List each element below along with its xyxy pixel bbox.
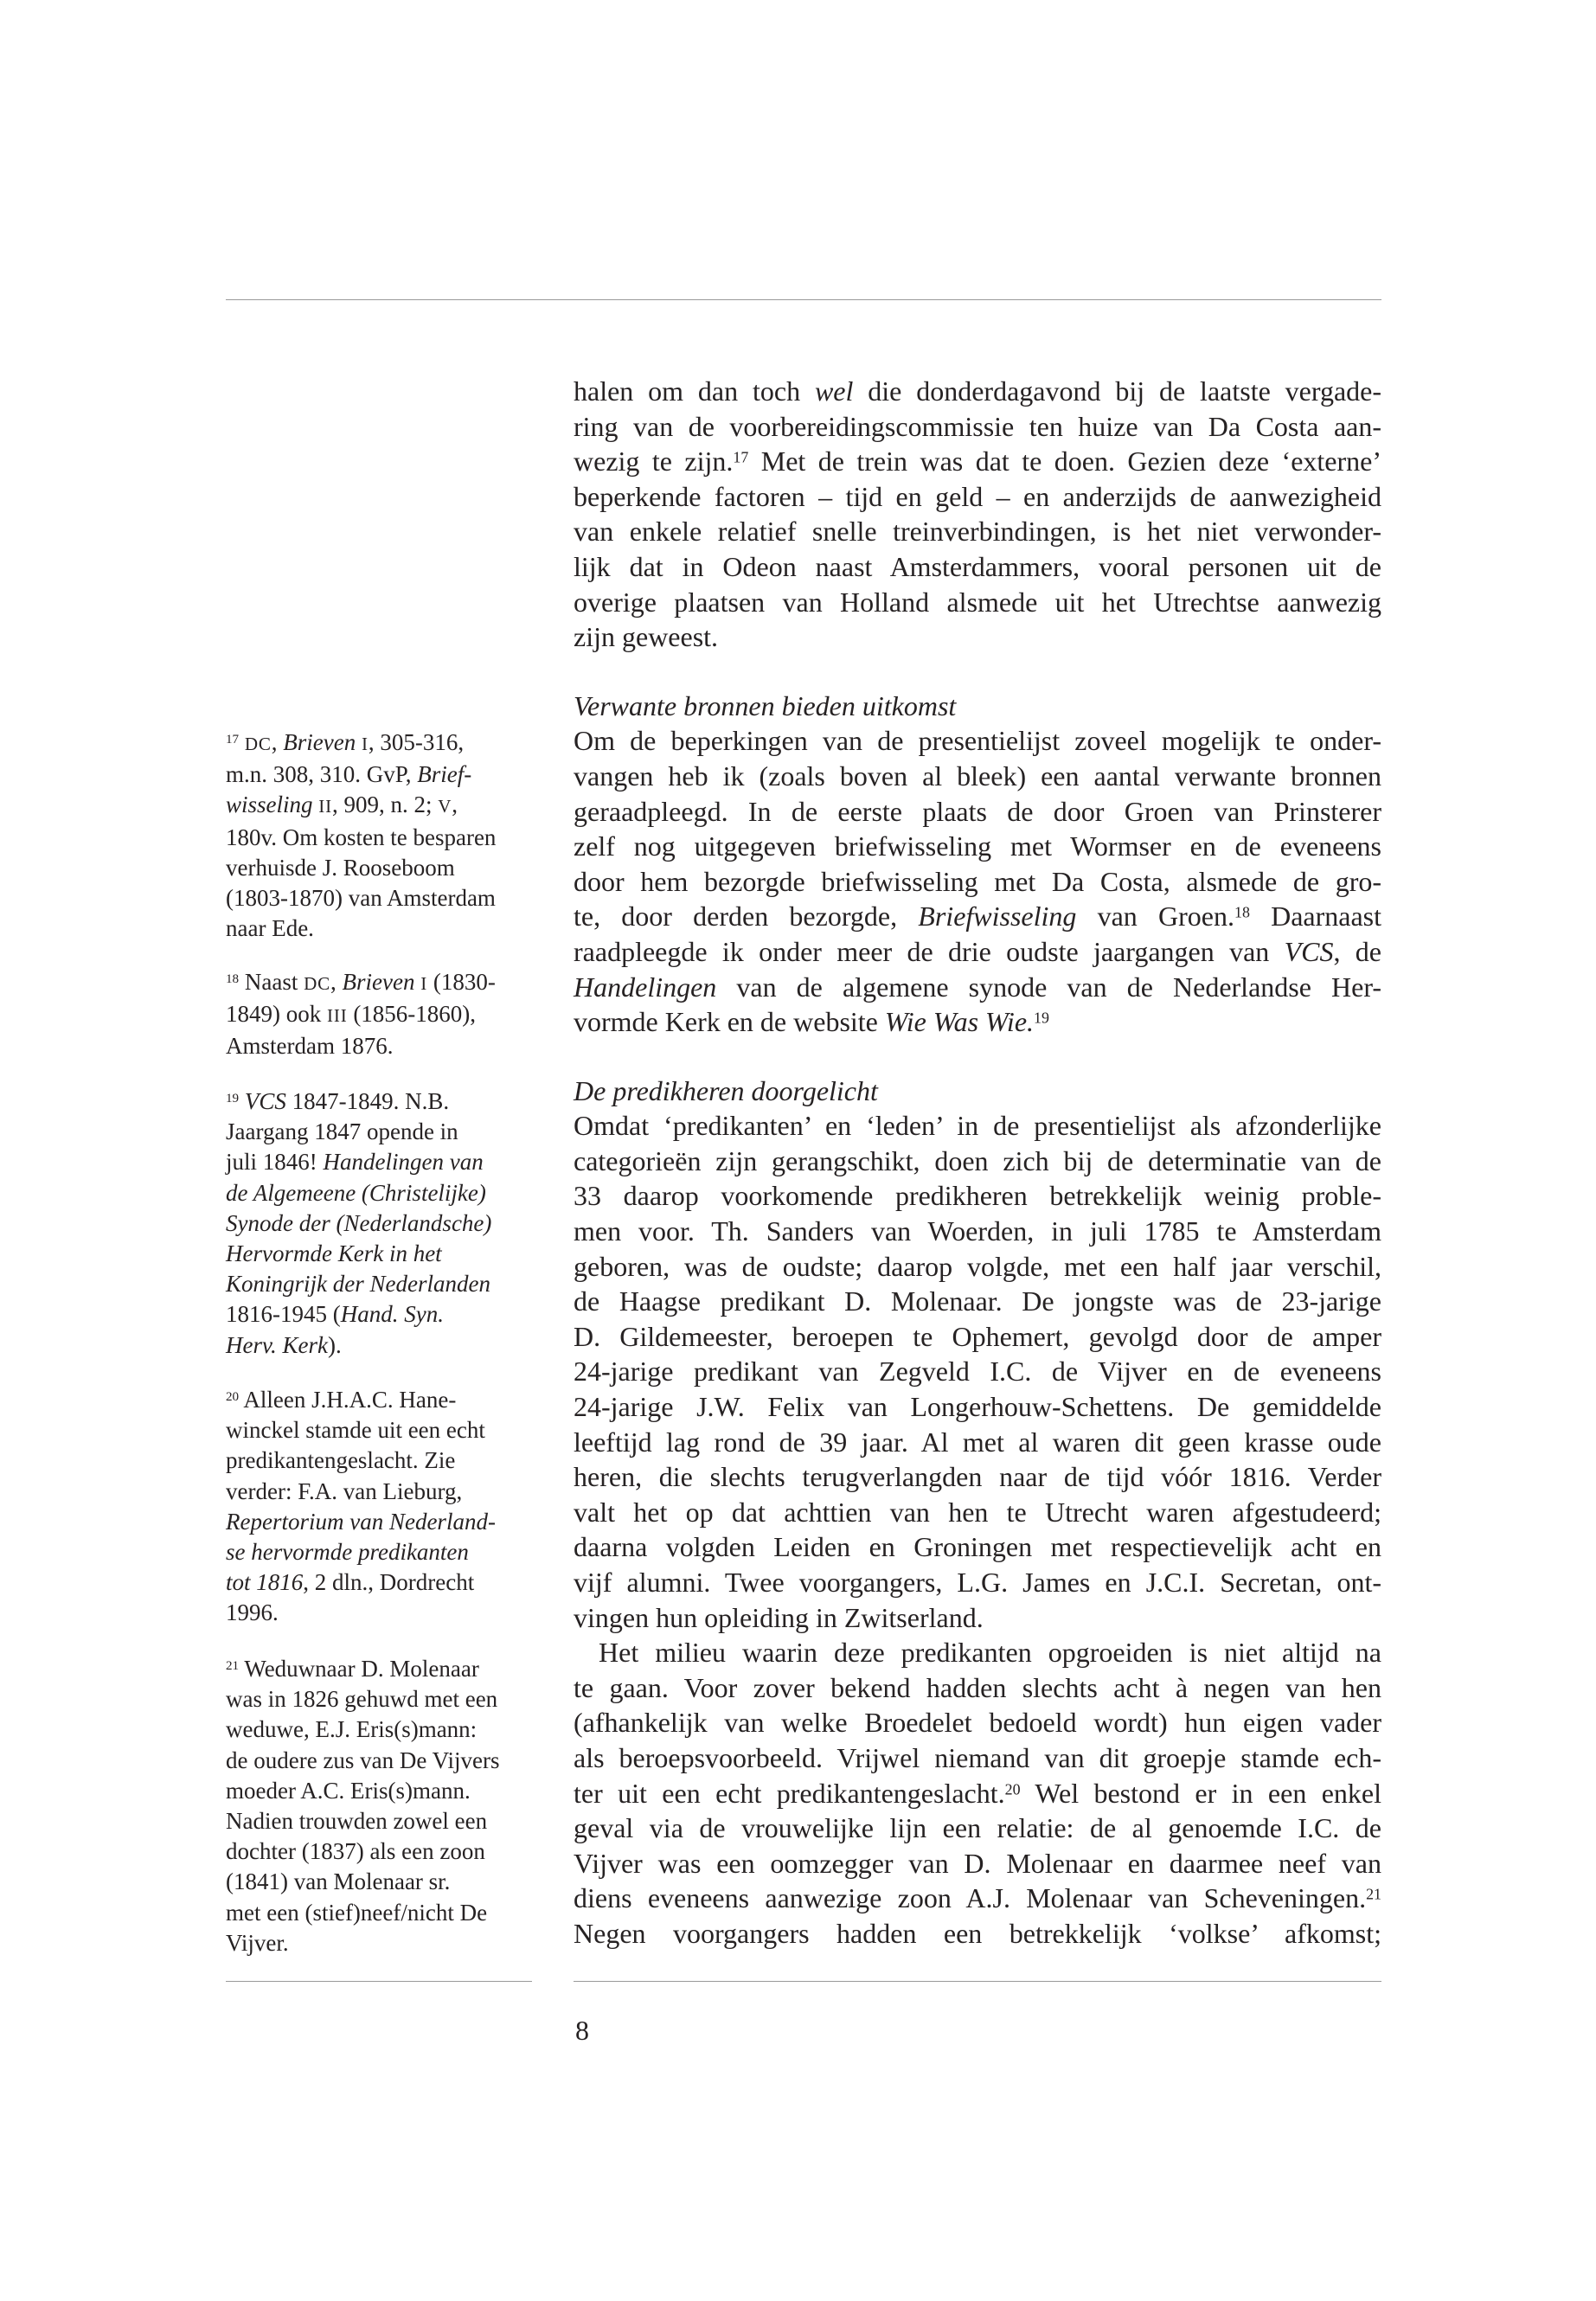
- text-line: [574, 1459, 1381, 1495]
- footnote-ref: 21: [226, 1659, 240, 1674]
- text-segment: daarna volgden Leiden en Groningen met respectievelijk acht en: [574, 1531, 1381, 1563]
- italic-text: Wie Was Wie.: [884, 1006, 1035, 1038]
- footnote-17: [226, 727, 532, 944]
- footer-rule-left: [226, 1981, 532, 1982]
- footnote-line: [226, 1806, 532, 1836]
- text-segment: valt het op dat achttien van hen te Utrecht waren afgestudeerd;: [574, 1496, 1381, 1528]
- text-line: [574, 759, 1381, 794]
- footnote-19: [226, 1086, 532, 1361]
- text-segment: overige plaatsen van Holland alsmede uit het Utrechtse aanwezig: [574, 586, 1381, 618]
- text-line: [574, 934, 1381, 970]
- text-segment: vijf alumni. Twee voorgangers, L.G. James en J.C.I. Secretan, ont-: [574, 1567, 1381, 1598]
- text-line: [574, 1670, 1381, 1706]
- italic-text: tot 1816: [226, 1569, 304, 1596]
- text-segment: de Haagse predikant D. Molenaar. De jongste was de 23-jarige: [574, 1285, 1381, 1317]
- italic-text: Brieven: [283, 729, 356, 755]
- text-segment: ring van de voorbereidingscommissie ten huize van Da Costa aan-: [574, 410, 1381, 442]
- footnote-ref: 19: [226, 1092, 240, 1106]
- text-segment: was in 1826 gehuwd met een: [226, 1686, 498, 1713]
- footnote-ref: 18: [1234, 904, 1250, 921]
- footnote-line: [226, 1537, 532, 1567]
- footnote-ref: 20: [1004, 1780, 1021, 1798]
- italic-text: Brieven: [342, 969, 415, 995]
- italic-text: Hand. Syn.: [340, 1301, 444, 1328]
- text-segment: 1816-1945 (: [226, 1301, 341, 1328]
- footnote-line: [226, 727, 532, 760]
- text-segment: Naast: [239, 969, 304, 995]
- small-caps: I: [362, 734, 369, 754]
- text-segment: geboren, was de oudste; daarop volgde, met een half jaar verschil,: [574, 1250, 1381, 1282]
- text-segment: van enkele relatief snelle treinverbindingen, is het niet verwonder-: [574, 516, 1381, 548]
- text-line: [574, 1916, 1381, 1952]
- italic-text: Briefwisseling: [918, 901, 1077, 933]
- footnote-line: [226, 1178, 532, 1208]
- text-line: [574, 1144, 1381, 1179]
- footnote-line: [226, 999, 532, 1031]
- footnote-line: [226, 1836, 532, 1867]
- text-line: [574, 549, 1381, 585]
- italic-text: Koningrijk der Nederlanden: [226, 1271, 490, 1298]
- small-caps: DC: [304, 973, 331, 994]
- text-segment: Vijver.: [226, 1929, 289, 1956]
- text-segment: men voor. Th. Sanders van Woerden, in juli 1785 te Amsterdam: [574, 1215, 1381, 1247]
- text-segment: 24-jarige J.W. Felix van Longerhouw-Schettens. De gemiddelde: [574, 1391, 1381, 1423]
- text-segment: juli 1846!: [226, 1149, 324, 1176]
- text-segment: ).: [327, 1331, 342, 1358]
- text-segment: halen om dan toch: [574, 375, 815, 407]
- footnote-line: [226, 1746, 532, 1776]
- text-line: [574, 1740, 1381, 1776]
- footnote-ref: 17: [226, 733, 240, 747]
- text-segment: vormde Kerk en de website: [574, 1006, 885, 1038]
- text-segment: [239, 729, 245, 755]
- footnote-ref: 19: [1034, 1009, 1049, 1027]
- text-segment: (1803-1870) van Amsterdam: [226, 885, 496, 912]
- footnote-ref: 17: [733, 448, 749, 466]
- text-line: [574, 1811, 1381, 1846]
- text-segment: Het milieu waarin deze predikanten opgroeiden is niet altijd na: [599, 1637, 1381, 1669]
- text-line: [574, 1249, 1381, 1285]
- text-line: [574, 1635, 1381, 1670]
- text-line: [574, 1565, 1381, 1600]
- text-segment: met een (stief)neef/nicht De: [226, 1899, 488, 1926]
- text-segment: als beroepsvoorbeeld. Vrijwel niemand van dit groepje stamde ech-: [574, 1741, 1381, 1773]
- footnote-line: [226, 760, 532, 790]
- small-caps: DC: [244, 734, 272, 754]
- text-segment: Nadien trouwden zowel een: [226, 1808, 488, 1835]
- footnote-line: [226, 1867, 532, 1897]
- text-segment: naar Ede.: [226, 915, 314, 942]
- text-segment: vingen hun opleiding in Zwitserland.: [574, 1601, 984, 1633]
- footnote-ref: 18: [226, 972, 240, 987]
- text-line: [574, 1178, 1381, 1214]
- text-segment: moeder A.C. Eris(s)mann.: [226, 1777, 471, 1804]
- footnote-21: [226, 1654, 532, 1958]
- text-segment: 180v. Om kosten te besparen: [226, 824, 497, 850]
- text-segment: D. Gildemeester, beroepen te Ophemert, gevolgd door de amper: [574, 1320, 1381, 1352]
- italic-text: Handelingen: [574, 971, 717, 1003]
- text-line: [574, 1425, 1381, 1460]
- text-segment: te gaan. Voor zover bekend hadden slechts acht à negen van hen: [574, 1671, 1381, 1703]
- text-line: [574, 1214, 1381, 1249]
- text-segment: vangen heb ik (zoals boven al bleek) een aantal verwante bronnen: [574, 760, 1381, 792]
- text-line: [574, 585, 1381, 620]
- text-segment: verder: F.A. van Lieburg,: [226, 1477, 463, 1504]
- footnote-line: [226, 1299, 532, 1330]
- text-segment: (1856-1860),: [347, 1001, 477, 1028]
- text-segment: leeftijd lag rond de 39 jaar. Al met al waren dit geen krasse oude: [574, 1426, 1381, 1458]
- text-segment: zijn geweest.: [574, 621, 719, 653]
- footnote-line: [226, 1208, 532, 1239]
- text-segment: Amsterdam 1876.: [226, 1033, 394, 1060]
- text-segment: (1841) van Molenaar sr.: [226, 1868, 451, 1895]
- italic-text: Hervormde Kerk in het: [226, 1240, 442, 1267]
- footnote-line: [226, 1598, 532, 1628]
- italic-text: Repertorium van Nederland-: [226, 1508, 496, 1535]
- footnote-line: [226, 1684, 532, 1715]
- text-segment: 24-jarige predikant van Zegveld I.C. de Vijver en de eveneens: [574, 1356, 1381, 1388]
- text-segment: winckel stamde uit een echt: [226, 1417, 485, 1444]
- main-text-column: [574, 374, 1381, 1952]
- footnote-line: [226, 1415, 532, 1445]
- text-segment: Wel bestond er in een enkel: [1020, 1777, 1382, 1809]
- footnote-line: [226, 913, 532, 944]
- footnote-line: [226, 1715, 532, 1745]
- footnote-line: [226, 1385, 532, 1415]
- italic-text: wel: [814, 375, 854, 407]
- text-segment: [239, 1088, 245, 1114]
- text-segment: [356, 729, 362, 755]
- text-segment: Negen voorgangers hadden een betrekkelijk ‘volkse’ afkomst;: [574, 1917, 1381, 1949]
- footnote-line: [226, 1445, 532, 1476]
- text-segment: raadpleegde ik onder meer de drie oudste jaargangen van: [574, 935, 1285, 967]
- paragraph: [574, 1635, 1381, 1951]
- italic-text: wisseling: [226, 792, 313, 818]
- footer-rule-right: [574, 1981, 1381, 1982]
- text-segment: 33 daarop voorkomende predikheren betrekkelijk weinig proble-: [574, 1180, 1381, 1212]
- text-segment: m.n. 308, 310. GvP,: [226, 761, 418, 788]
- text-segment: Daarnaast: [1249, 901, 1382, 933]
- text-line: [574, 899, 1381, 934]
- footnote-line: [226, 1477, 532, 1507]
- text-line: [574, 1108, 1381, 1144]
- text-segment: lijk dat in Odeon naast Amsterdammers, vooral personen uit de: [574, 550, 1381, 582]
- text-segment: 1849) ook: [226, 1001, 327, 1028]
- italic-text: Synode der (Nederlandsche): [226, 1209, 492, 1236]
- text-line: [574, 1389, 1381, 1425]
- text-line: [574, 1004, 1381, 1040]
- text-line: [574, 444, 1381, 479]
- text-line: [574, 409, 1381, 445]
- text-line: [574, 1495, 1381, 1530]
- footnote-line: [226, 1776, 532, 1806]
- footnote-ref: 21: [1366, 1886, 1381, 1904]
- text-segment: ter uit een echt predikantengeslacht.: [574, 1777, 1005, 1809]
- text-segment: die donderdagavond bij de laatste vergade-: [853, 375, 1382, 407]
- italic-text: VCS: [1284, 935, 1334, 967]
- footnote-line: [226, 1117, 532, 1147]
- footnote-ref: 20: [226, 1390, 240, 1405]
- italic-text: de Algemeene (Christelijke): [226, 1179, 486, 1206]
- footnote-line: [226, 1147, 532, 1177]
- footnote-line: [226, 1928, 532, 1958]
- italic-text: Brief-: [417, 761, 472, 788]
- small-caps: V: [438, 796, 452, 817]
- text-line: [574, 1705, 1381, 1740]
- text-segment: zelf nog uitgegeven briefwisseling met Wormser en de eveneens: [574, 830, 1381, 862]
- text-segment: verhuisde J. Rooseboom: [226, 854, 455, 881]
- text-segment: , 2 dln., Dordrecht: [303, 1569, 475, 1596]
- paragraph: [574, 374, 1381, 655]
- text-segment: categorieën zijn gerangschikt, doen zich bij de determinatie van de: [574, 1144, 1381, 1176]
- text-segment: de oudere zus van De Vijvers: [226, 1747, 500, 1773]
- text-line: [574, 1284, 1381, 1319]
- footnote-line: [226, 1239, 532, 1269]
- section-heading: Verwante bronnen bieden uitkomst: [574, 689, 957, 721]
- footnote-line: [226, 823, 532, 853]
- text-line: [574, 514, 1381, 549]
- text-line: [574, 1529, 1381, 1565]
- text-segment: Vijver was een oomzegger van D. Molenaar en daarmee neef van: [574, 1847, 1381, 1879]
- text-line: [574, 829, 1381, 864]
- text-line: [574, 723, 1381, 759]
- text-line: [574, 1600, 1381, 1636]
- text-segment: wezig te zijn.: [574, 445, 734, 478]
- footnote-line: [226, 1330, 532, 1361]
- small-caps: II: [318, 796, 332, 817]
- footnote-line: [226, 1898, 532, 1928]
- text-segment: 1996.: [226, 1599, 279, 1626]
- text-segment: Om de beperkingen van de presentielijst zoveel mogelijk te onder-: [574, 725, 1381, 757]
- text-segment: Met de trein was dat te doen. Gezien deze ‘externe’: [748, 445, 1382, 478]
- text-segment: ,: [452, 792, 458, 818]
- text-segment: , 909, n. 2;: [331, 792, 439, 818]
- text-line: [574, 374, 1381, 409]
- text-segment: , de: [1333, 935, 1382, 967]
- text-segment: Jaargang 1847 opende in: [226, 1118, 458, 1145]
- text-segment: Weduwnaar D. Molenaar: [239, 1656, 479, 1682]
- footnote-line: [226, 1031, 532, 1061]
- text-segment: van Groen.: [1076, 901, 1234, 933]
- text-segment: heren, die slechts terugverlangden naar de tijd vóór 1816. Verder: [574, 1461, 1381, 1493]
- text-segment: beperkende factoren – tijd en geld – en anderzijds de aanwezigheid: [574, 480, 1381, 512]
- text-line: [574, 479, 1381, 515]
- paragraph: [574, 1108, 1381, 1635]
- footnote-18: [226, 967, 532, 1062]
- small-caps: III: [327, 1005, 348, 1027]
- text-line: [574, 619, 1381, 655]
- footnote-line: [226, 1086, 532, 1117]
- text-line: [574, 1319, 1381, 1355]
- text-segment: ,: [271, 729, 284, 755]
- text-line: [574, 794, 1381, 830]
- text-segment: van de algemene synode van de Nederlandse Her-: [716, 971, 1381, 1003]
- footnote-line: [226, 1567, 532, 1598]
- text-segment: dochter (1837) als een zoon: [226, 1838, 485, 1865]
- text-segment: door hem bezorgde briefwisseling met Da Costa, alsmede de gro-: [574, 865, 1381, 897]
- text-segment: Omdat ‘predikanten’ en ‘leden’ in de presentielijst als afzonderlijke: [574, 1110, 1381, 1142]
- text-segment: (afhankelijk van welke Broedelet bedoeld wordt) hun eigen vader: [574, 1707, 1381, 1739]
- footnote-line: [226, 853, 532, 883]
- text-segment: 1847-1849. N.B.: [285, 1088, 450, 1114]
- italic-text: Handelingen van: [323, 1149, 484, 1176]
- footnote-20: [226, 1385, 532, 1629]
- footnote-line: [226, 790, 532, 822]
- text-line: [574, 1846, 1381, 1881]
- footnote-line: [226, 1269, 532, 1299]
- text-segment: geraadpleegd. In de eerste plaats de door Groen van Prinsterer: [574, 795, 1381, 827]
- text-segment: predikantengeslacht. Zie: [226, 1447, 456, 1474]
- italic-text: Herv. Kerk: [226, 1331, 328, 1358]
- text-line: [574, 970, 1381, 1005]
- footnote-line: [226, 967, 532, 999]
- text-line: [574, 1776, 1381, 1811]
- text-segment: weduwe, E.J. Eris(s)mann:: [226, 1716, 478, 1743]
- footnote-line: [226, 1507, 532, 1537]
- small-caps: I: [420, 973, 428, 994]
- text-segment: te, door derden bezorgde,: [574, 901, 919, 933]
- text-line: [574, 1881, 1381, 1916]
- text-segment: Alleen J.H.A.C. Hane-: [239, 1387, 457, 1413]
- text-line: [574, 1354, 1381, 1389]
- text-segment: (1830-: [427, 969, 496, 995]
- sidenote-column: [226, 0, 532, 1982]
- italic-text: VCS: [244, 1088, 286, 1114]
- text-segment: geval via de vrouwelijke lijn een relatie: de al genoemde I.C. de: [574, 1812, 1381, 1844]
- text-segment: ,: [330, 969, 343, 995]
- text-segment: diens eveneens aanwezige zoon A.J. Molenaar van Scheveningen.: [574, 1882, 1367, 1914]
- footnote-line: [226, 1654, 532, 1684]
- paragraph: [574, 723, 1381, 1039]
- text-segment: , 305-316,: [368, 729, 465, 755]
- text-line: [574, 864, 1381, 900]
- section-heading: De predikheren doorgelicht: [574, 1074, 878, 1106]
- footnote-line: [226, 883, 532, 913]
- italic-text: se hervormde predikanten: [226, 1539, 469, 1566]
- page-number: 8: [575, 2015, 589, 2046]
